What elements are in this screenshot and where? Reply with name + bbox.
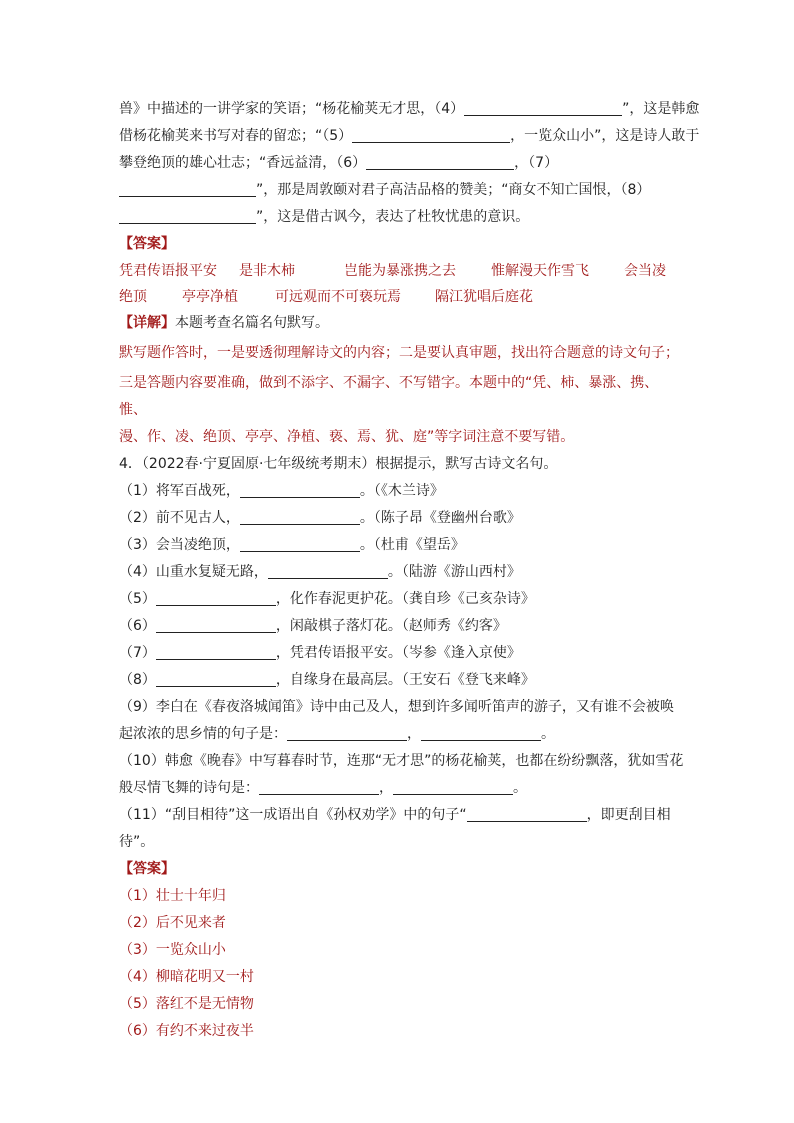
q4-item-11-line-1 [119,802,679,829]
answer-blank [240,508,360,525]
text: ，闲敲棋子落灯花。（赵师秀《约客》 [275,618,507,634]
text: ，化作春泥更护花。（龚自珍《己亥杂诗》 [275,591,535,607]
answer-label-2: 【答案】 [119,861,175,877]
q3-line-2 [119,123,700,150]
q4-answer-6 [119,1018,679,1045]
text: 般尽情飞舞的诗句是： [119,780,259,796]
q3-answer-row-2 [119,284,679,310]
detail-label: 【详解】 [119,315,175,331]
text: ，（7） [514,155,559,171]
answer-text: 亭亭净植 [182,289,238,305]
answer-blank [156,670,276,687]
answer-text: 可远观而不可亵玩焉 [275,289,401,305]
text: ，凭君传语报平安。（岑参《逢入京使》 [275,645,521,661]
answer-text: 后不见来者 [155,915,226,931]
text: 起浓浓的思乡情的句子是： [119,726,287,742]
text: 攀登绝顶的雄心壮志；“香远益清，（6） [119,155,367,171]
q4-item-10-line-1: （10）韩愈《晚春》中写暮春时节，连那“无才思”的杨花榆荚，也都在纷纷飘落，犹如雪花 [119,753,684,769]
answer-text: 柳暗花明又一村 [155,969,254,985]
text: ，自缘身在最高层。（王安石《登飞来峰》 [275,672,535,688]
text: ”，这是韩愈 [622,101,700,117]
answer-text: 有约不来过夜半 [155,1023,254,1039]
q4-item-2 [119,505,679,532]
q4-header: 4．（2022春·宁夏固原·七年级统考期末）根据提示，默写古诗文名句。 [119,456,558,472]
explain-p1: 默写题作答时，一是要透彻理解诗文的内容；二是要认真审题，找出符合题意的诗文句子； [119,345,679,361]
q4-answer-1 [119,883,679,910]
answer-text: 壮士十年归 [155,888,226,904]
text: （8） [119,672,156,688]
answer-blank [119,180,256,197]
text: （7） [119,645,156,661]
answer-blank [393,778,513,795]
text: （11）“刮目相待”这一成语出自《孙权劝学》中的句子“ [119,807,467,823]
explain-p2b: 漫、作、凌、绝顶、亭亭、净植、亵、焉、犹、庭”等字词注意不要写错。 [119,429,575,445]
detail-line [119,310,679,337]
document-page [119,96,700,1045]
q3-line-1 [119,96,700,123]
answer-blank [366,153,514,170]
answer-label: 【答案】 [119,236,175,252]
answer-text: 落红不是无情物 [155,996,254,1012]
answer-text: 是非木柿 [239,263,295,279]
text: 。（陈子昂《登幽州台歌》 [359,510,521,526]
answer-text: 隔江犹唱后庭花 [435,289,533,305]
q4-item-4 [119,559,679,586]
answer-blank [464,99,622,116]
q4-item-9-line-2 [119,721,679,748]
q4-item-9-line-1: （9）李白在《春夜洛城闻笛》诗中由己及人，想到许多闻听笛声的游子，又有谁不会被唤 [119,699,674,715]
text: ”，这是借古讽今，表达了杜牧忧患的意识。 [256,209,530,225]
text: 。（杜甫《望岳》 [359,537,465,553]
q3-line-5 [119,204,679,231]
answer-blank [268,562,388,579]
q3-answer-row-1 [119,258,679,284]
text: 。（《木兰诗》 [359,483,444,499]
answer-text: 一览众山小 [155,942,226,958]
answer-blank [240,535,360,552]
text: （4）山重水复疑无路， [119,564,268,580]
q4-item-8 [119,667,679,694]
text: ， [407,726,421,742]
answer-text: 绝顶 [119,289,147,305]
answer-blank [287,724,407,741]
text: 。 [513,780,527,796]
answer-number: （4） [119,969,156,985]
q4-item-5 [119,586,679,613]
answer-blank [467,805,587,822]
answer-blank [156,643,276,660]
text: ，即更刮目相 [586,807,671,823]
text: ”，那是周敦颐对君子高洁品格的赞美；“商女不知亡国恨，（8） [256,182,651,198]
answer-blank [156,616,276,633]
text: （6） [119,618,156,634]
text: （1）将军百战死， [119,483,240,499]
text: 兽》中描述的一讲学家的笑语；“杨花榆荚无才思，（4） [119,101,465,117]
q4-answer-3 [119,937,679,964]
q3-line-4 [119,177,679,204]
answer-text: 会当凌 [624,263,666,279]
answer-number: （6） [119,1023,156,1039]
q4-item-3 [119,532,679,559]
explain-p2a: 三是答题内容要准确，做到不添字、不漏字、不写错字。本题中的“凭、柿、暴涨、携、惟、 [119,375,659,418]
q4-item-1 [119,478,679,505]
text: 。 [541,726,555,742]
answer-blank [240,481,360,498]
answer-number: （1） [119,888,156,904]
detail-text: 本题考查名篇名句默写。 [175,315,329,331]
q4-item-6 [119,613,679,640]
q4-answer-5 [119,991,679,1018]
q4-answer-2 [119,910,679,937]
q4-item-7 [119,640,679,667]
answer-blank [259,778,379,795]
text: 。（陆游《游山西村》 [387,564,521,580]
q4-item-10-line-2 [119,775,679,802]
text: （3）会当凌绝顶， [119,537,240,553]
answer-blank [352,126,510,143]
answer-blank [156,589,276,606]
text: ， [379,780,393,796]
q3-line-3 [119,150,679,177]
answer-text: 岂能为暴涨携之去 [344,263,456,279]
answer-number: （5） [119,996,156,1012]
text: （5） [119,591,156,607]
answer-blank [119,207,256,224]
answer-number: （2） [119,915,156,931]
answer-blank [421,724,541,741]
answer-text: 惟解漫天作雪飞 [491,263,589,279]
q4-answer-4 [119,964,679,991]
answer-number: （3） [119,942,156,958]
text: （2）前不见古人， [119,510,240,526]
answer-text: 凭君传语报平安 [119,263,217,279]
text: ，一览众山小”，这是诗人敢于 [510,128,700,144]
q4-item-11-line-2: 待”。 [119,834,155,850]
text: 借杨花榆荚来书写对春的留恋；“（5） [119,128,353,144]
